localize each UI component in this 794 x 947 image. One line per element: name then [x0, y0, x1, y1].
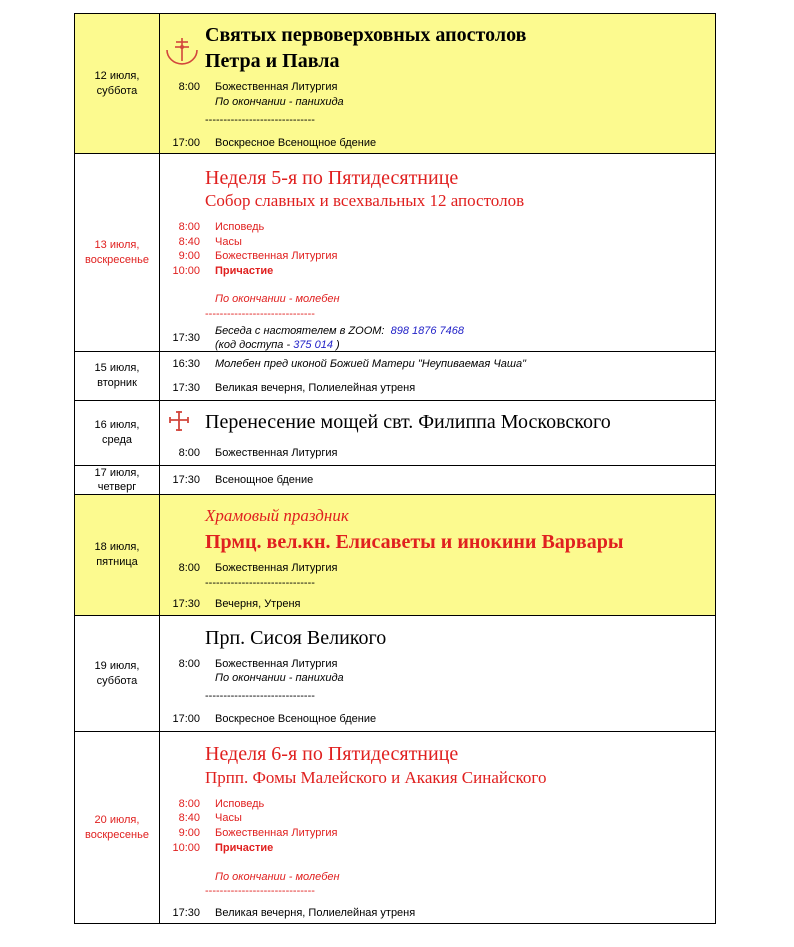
service-name: Причастие: [215, 265, 274, 277]
feast-great-icon: [163, 34, 201, 68]
separator-dashes: ------------------------------: [205, 885, 315, 897]
service-time: 8:40: [178, 236, 200, 248]
service-time: 8:00: [178, 81, 200, 93]
date-cell: 18 июля, пятница: [75, 495, 160, 615]
feast-title: Святых первоверховных апостолов: [205, 24, 527, 46]
schedule-row: [75, 401, 715, 466]
feast-subtitle: Собор славных и всехвальных 12 апостолов: [205, 191, 525, 210]
service-time: 10:00: [172, 842, 200, 854]
service-time: 17:00: [172, 713, 200, 725]
service-name: Божественная Литургия: [215, 658, 338, 670]
service-name: Великая вечерня, Полиелейная утреня: [215, 382, 416, 394]
feast-title: Неделя 5-я по Пятидесятнице: [205, 167, 459, 189]
schedule-row: [75, 14, 715, 154]
service-name: Вечерня, Утреня: [215, 598, 301, 610]
service-time: 8:00: [178, 798, 200, 810]
service-name: Всенощное бдение: [215, 474, 314, 486]
service-time: 17:30: [172, 332, 200, 344]
service-time: 8:40: [178, 812, 200, 824]
zoom-code-end: ): [336, 339, 340, 351]
service-name: Великая вечерня, Полиелейная утреня: [215, 907, 416, 919]
service-time: 9:00: [178, 250, 200, 262]
service-note: По окончании - панихида: [215, 96, 344, 108]
service-time: 17:30: [172, 474, 200, 486]
date-cell: 12 июля, суббота: [75, 14, 160, 153]
separator-dashes: ------------------------------: [205, 577, 315, 589]
schedule-row: [75, 495, 715, 616]
separator-dashes: ------------------------------: [205, 690, 315, 702]
service-name: Исповедь: [215, 221, 265, 233]
service-name: Божественная Литургия: [215, 81, 338, 93]
service-name: Исповедь: [215, 798, 265, 810]
separator-dashes: ------------------------------: [205, 308, 315, 320]
service-name: Молебен пред иконой Божией Матери "Неупиваемая Чаша": [215, 358, 526, 370]
service-name: Божественная Литургия: [215, 447, 338, 459]
service-name: Божественная Литургия: [215, 827, 338, 839]
feast-title: Петра и Павла: [205, 50, 340, 72]
service-time: 8:00: [178, 658, 200, 670]
zoom-number[interactable]: 898 1876 7468: [390, 325, 465, 337]
date-cell: 20 июля, воскресенье: [75, 732, 160, 923]
service-time: 8:00: [178, 447, 200, 459]
service-time: 10:00: [172, 265, 200, 277]
service-time: 17:30: [172, 382, 200, 394]
service-name: Божественная Литургия: [215, 562, 338, 574]
schedule-table: [74, 13, 716, 924]
feast-title: Перенесение мощей свт. Филиппа Московского: [205, 411, 611, 433]
schedule-row: [75, 154, 715, 352]
schedule-row: [75, 352, 715, 401]
schedule-row: [75, 732, 715, 923]
date-cell: 13 июля, воскресенье: [75, 154, 160, 351]
date-cell: 15 июля, вторник: [75, 352, 160, 400]
feast-subtitle: Прпп. Фомы Малейского и Акакия Синайского: [205, 768, 547, 787]
feast-title: Прп. Сисоя Великого: [205, 627, 387, 649]
schedule-row: [75, 616, 715, 732]
service-time: 8:00: [178, 562, 200, 574]
service-time: 17:00: [172, 137, 200, 149]
service-time: 17:30: [172, 598, 200, 610]
schedule-row: [75, 466, 715, 495]
service-name: Часы: [215, 812, 242, 824]
service-name: Причастие: [215, 842, 274, 854]
zoom-code-label: (код доступа -: [215, 339, 291, 351]
date-cell: 16 июля, среда: [75, 401, 160, 465]
service-name: Воскресное Всенощное бдение: [215, 713, 377, 725]
feast-title: Неделя 6-я по Пятидесятнице: [205, 743, 459, 765]
feast-title: Прмц. вел.кн. Елисаветы и инокини Варвары: [205, 531, 624, 553]
service-time: 9:00: [178, 827, 200, 839]
service-time: 16:30: [172, 358, 200, 370]
separator-dashes: ------------------------------: [205, 114, 315, 126]
service-note: По окончании - панихида: [215, 672, 344, 684]
zoom-code[interactable]: 375 014: [293, 339, 333, 351]
service-name: Воскресное Всенощное бдение: [215, 137, 377, 149]
service-name: Часы: [215, 236, 242, 248]
service-name: Божественная Литургия: [215, 250, 338, 262]
date-cell: 19 июля, суббота: [75, 616, 160, 731]
date-cell: 17 июля, четверг: [75, 466, 160, 494]
service-note: По окончании - молебен: [215, 871, 340, 883]
service-time: 8:00: [178, 221, 200, 233]
service-note: По окончании - молебен: [215, 293, 340, 305]
service-time: 17:30: [172, 907, 200, 919]
feast-subtitle: Храмовый праздник: [205, 506, 349, 525]
zoom-label: Беседа с настоятелем в ZOOM:: [215, 325, 385, 337]
zoom-code-line: [215, 338, 340, 352]
zoom-text: [215, 324, 464, 338]
feast-cross-icon: [168, 410, 190, 432]
